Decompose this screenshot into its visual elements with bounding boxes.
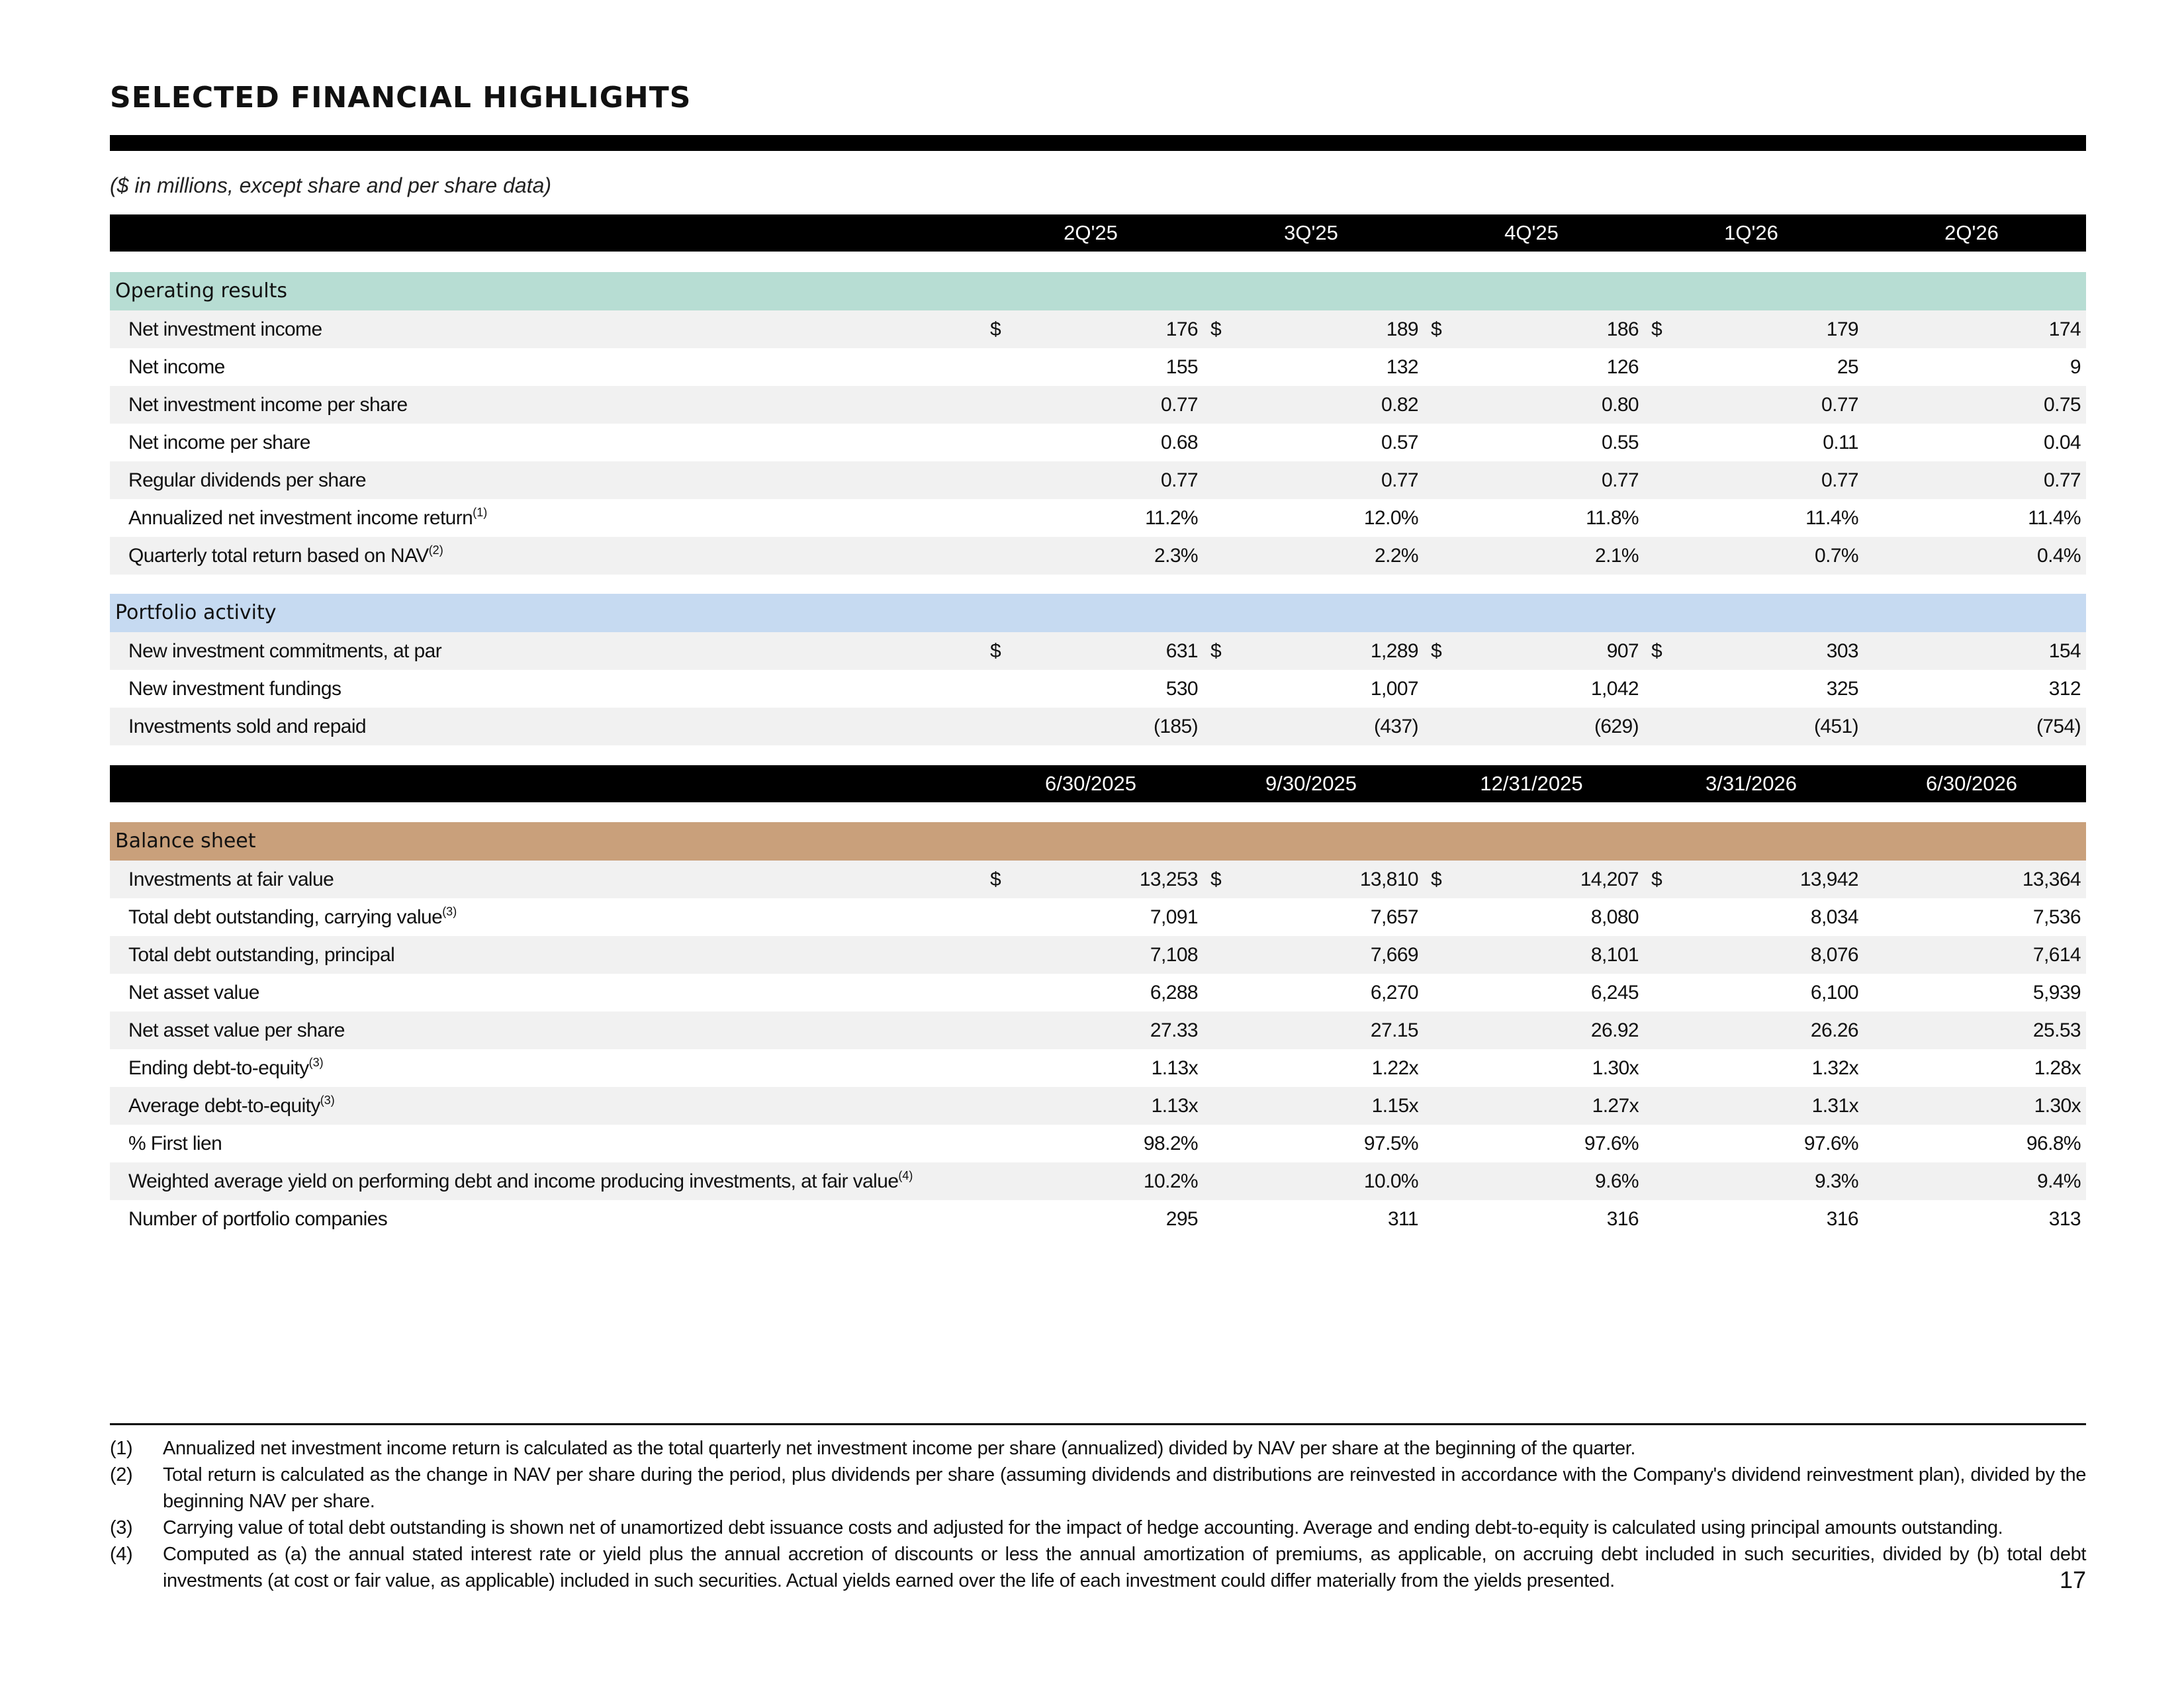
table-cell: 7,669 — [1370, 944, 1418, 966]
table-row — [110, 1162, 2086, 1200]
row-label-text: Total debt outstanding, principal — [128, 944, 395, 966]
footnote-ref: (3) — [308, 1056, 324, 1069]
table-cell: 2.3% — [1154, 545, 1198, 567]
page-title: SELECTED FINANCIAL HIGHLIGHTS — [110, 81, 692, 115]
footnote-rule — [110, 1423, 2086, 1425]
table-cell: 14,207 — [1580, 868, 1639, 890]
row-label-text: Net investment income — [128, 318, 322, 340]
table-cell: 312 — [2048, 678, 2081, 700]
table-cell: 179 — [1826, 318, 1858, 340]
table-cell: 8,034 — [1810, 906, 1858, 928]
date-column-header: 6/30/2025 — [1045, 772, 1136, 795]
table-cell: (629) — [1594, 716, 1639, 737]
footnote-text: Computed as (a) the annual stated interest rate or yield plus the annual accretion of discounts or less the annual amortization of premiums, as applicable, on accruing debt included in such securities, divided by (b) total debt investments (at cost or fair value, as applicable) included in such securities. Actual yields earned over the life of each investment could differ materially from the yields presented. — [163, 1544, 2086, 1591]
row-label-text: Investments sold and repaid — [128, 716, 367, 737]
table-cell: 25 — [1837, 356, 1858, 378]
table-cell: 631 — [1165, 640, 1198, 662]
table-cell: 8,076 — [1810, 944, 1858, 966]
table-cell: 155 — [1165, 356, 1198, 378]
table-cell: 9 — [2070, 356, 2081, 378]
currency-symbol: $ — [1210, 640, 1222, 662]
row-label-text: Quarterly total return based on NAV — [128, 545, 429, 567]
date-column-header: 3/31/2026 — [1706, 772, 1797, 795]
table-cell: 316 — [1826, 1208, 1858, 1230]
table-cell: 303 — [1826, 640, 1858, 662]
table-cell: 1.13x — [1151, 1095, 1198, 1117]
table-cell: 186 — [1606, 318, 1639, 340]
table-cell: 0.77 — [1602, 469, 1639, 491]
footnote-number: (2) — [110, 1464, 133, 1485]
table-cell: 1,042 — [1590, 678, 1639, 700]
row-label — [128, 499, 487, 537]
table-row — [110, 1087, 2086, 1125]
table-cell: 1,007 — [1370, 678, 1418, 700]
table-cell: 1.30x — [1592, 1057, 1639, 1079]
row-label-text: Net asset value — [128, 982, 259, 1004]
row-label-text: % First lien — [128, 1133, 222, 1154]
row-label — [128, 632, 441, 670]
table-cell: 98.2% — [1143, 1133, 1198, 1154]
table-cell: 6,288 — [1150, 982, 1198, 1004]
footnote — [110, 1435, 2086, 1462]
table-cell: 97.6% — [1584, 1133, 1639, 1154]
table-cell: 7,091 — [1150, 906, 1198, 928]
table-cell: 0.04 — [2044, 432, 2081, 453]
row-label-text: Weighted average yield on performing debt and income producing investments, at fair value — [128, 1170, 899, 1192]
table-cell: 11.2% — [1145, 507, 1198, 529]
table-cell: 176 — [1165, 318, 1198, 340]
row-label-text: New investment commitments, at par — [128, 640, 442, 662]
row-label — [128, 1200, 387, 1238]
row-label — [128, 1011, 345, 1049]
date-column-header: 9/30/2025 — [1265, 772, 1357, 795]
table-cell: 12.0% — [1363, 507, 1418, 529]
table-cell: 25.53 — [2032, 1019, 2081, 1041]
title-rule — [110, 135, 2086, 151]
table-row — [110, 461, 2086, 499]
table-cell: 0.57 — [1381, 432, 1418, 453]
table-cell: 97.6% — [1803, 1133, 1858, 1154]
row-label — [128, 861, 334, 898]
table-cell: 0.77 — [1821, 469, 1858, 491]
table-cell: 2.1% — [1595, 545, 1639, 567]
table-cell: 5,939 — [2032, 982, 2081, 1004]
row-label — [128, 461, 366, 499]
table-cell: 132 — [1386, 356, 1418, 378]
table-cell: 295 — [1165, 1208, 1198, 1230]
row-label — [128, 537, 443, 575]
table-cell: 2.2% — [1375, 545, 1418, 567]
table-cell: 10.0% — [1363, 1170, 1418, 1192]
table-row — [110, 424, 2086, 461]
table-cell: (754) — [2036, 716, 2081, 737]
table-cell: 6,270 — [1370, 982, 1418, 1004]
row-label-text: Net income — [128, 356, 225, 378]
footnote-text: Carrying value of total debt outstanding is shown net of unamortized debt issuance costs and adjusted for the impact of hedge accounting. Average and ending debt-to-equity is calculated using principal amounts outstanding. — [163, 1517, 2003, 1538]
row-label-text: Net asset value per share — [128, 1019, 345, 1041]
section-balance-label: Balance sheet — [110, 822, 2086, 861]
row-label-text: Total debt outstanding, carrying value — [128, 906, 443, 928]
currency-symbol: $ — [1651, 640, 1662, 662]
table-cell: 9.3% — [1815, 1170, 1858, 1192]
units-note: ($ in millions, except share and per share data) — [110, 173, 552, 197]
table-cell: 0.55 — [1602, 432, 1639, 453]
currency-symbol: $ — [990, 640, 1001, 662]
row-label-text: Annualized net investment income return — [128, 507, 473, 529]
footnote-ref: (3) — [442, 905, 457, 918]
table-cell: 530 — [1165, 678, 1198, 700]
table-row — [110, 1011, 2086, 1049]
table-cell: 311 — [1387, 1208, 1418, 1230]
table-cell: 6,100 — [1810, 982, 1858, 1004]
row-label — [128, 424, 310, 461]
footnote-text: Total return is calculated as the change in NAV per share during the period, plus dividends per share (assuming dividends and distributions are reinvested in accordance with the Company's dividend reinvestment plan), divided by the beginning NAV per share. — [163, 1464, 2086, 1512]
footnote — [110, 1462, 2086, 1515]
table-cell: 27.33 — [1150, 1019, 1198, 1041]
date-column-header: 12/31/2025 — [1480, 772, 1583, 795]
currency-symbol: $ — [1210, 318, 1222, 340]
currency-symbol: $ — [1431, 868, 1442, 890]
table-cell: 0.77 — [1161, 469, 1198, 491]
section-operating-label: Operating results — [110, 272, 2086, 310]
table-row — [110, 670, 2086, 708]
table-cell: 907 — [1606, 640, 1639, 662]
table-cell: (185) — [1153, 716, 1198, 737]
footnote-text: Annualized net investment income return is calculated as the total quarterly net investment income per share (annualized) divided by NAV per share at the beginning of the quarter. — [163, 1438, 1636, 1459]
table-cell: 1.31x — [1811, 1095, 1858, 1117]
row-label-text: Regular dividends per share — [128, 469, 367, 491]
table-cell: 13,942 — [1799, 868, 1858, 890]
table-cell: 1.27x — [1592, 1095, 1639, 1117]
currency-symbol: $ — [1651, 318, 1662, 340]
row-label — [128, 310, 322, 348]
table-row — [110, 537, 2086, 575]
section-portfolio-label: Portfolio activity — [110, 594, 2086, 632]
row-label — [128, 670, 341, 708]
table-cell: (451) — [1813, 716, 1858, 737]
currency-symbol: $ — [1431, 640, 1442, 662]
table-cell: 325 — [1826, 678, 1858, 700]
row-label-text: Number of portfolio companies — [128, 1208, 388, 1230]
table-row — [110, 936, 2086, 974]
table-cell: 1.13x — [1151, 1057, 1198, 1079]
row-label — [128, 1049, 324, 1087]
table-cell: 1,289 — [1370, 640, 1418, 662]
table-cell: 9.6% — [1595, 1170, 1639, 1192]
table-row — [110, 310, 2086, 348]
table-cell: 0.77 — [1161, 394, 1198, 416]
table-cell: 0.4% — [2037, 545, 2081, 567]
currency-symbol: $ — [1210, 868, 1222, 890]
row-label-text: Net investment income per share — [128, 394, 408, 416]
table-cell: 9.4% — [2037, 1170, 2081, 1192]
table-cell: 154 — [2048, 640, 2081, 662]
table-cell: 0.7% — [1815, 545, 1858, 567]
date-column-header: 6/30/2026 — [1926, 772, 2017, 795]
table-cell: 26.92 — [1590, 1019, 1639, 1041]
table-cell: 7,536 — [2032, 906, 2081, 928]
row-label-text: Average debt-to-equity — [128, 1095, 320, 1117]
footnote-number: (4) — [110, 1544, 133, 1565]
table-row — [110, 708, 2086, 745]
table-cell: 174 — [2048, 318, 2081, 340]
table-cell: 0.77 — [2044, 469, 2081, 491]
row-label — [128, 1162, 913, 1200]
table-cell: 13,253 — [1139, 868, 1198, 890]
footnote-ref: (1) — [473, 506, 488, 519]
currency-symbol: $ — [990, 868, 1001, 890]
row-label — [128, 348, 225, 386]
table-cell: 11.4% — [2028, 507, 2081, 529]
row-label — [128, 898, 457, 936]
table-cell: 0.77 — [1821, 394, 1858, 416]
quarter-column-header: 2Q'26 — [1944, 221, 1999, 244]
table-cell: 0.11 — [1823, 432, 1858, 453]
table-cell: 7,614 — [2032, 944, 2081, 966]
footnote-number: (1) — [110, 1438, 133, 1459]
table-cell: 7,108 — [1150, 944, 1198, 966]
footnote-number: (3) — [110, 1517, 133, 1538]
table-cell: 0.68 — [1161, 432, 1198, 453]
table-cell: 11.8% — [1586, 507, 1639, 529]
quarter-column-header: 2Q'25 — [1064, 221, 1118, 244]
table-row — [110, 386, 2086, 424]
currency-symbol: $ — [1651, 868, 1662, 890]
row-label — [128, 386, 408, 424]
row-label-text: Net income per share — [128, 432, 310, 453]
row-label — [128, 936, 394, 974]
table-row — [110, 1125, 2086, 1162]
footnote-ref: (2) — [428, 543, 443, 557]
table-cell: 0.77 — [1381, 469, 1418, 491]
table-cell: 6,245 — [1590, 982, 1639, 1004]
table-cell: 97.5% — [1363, 1133, 1418, 1154]
table-row — [110, 1049, 2086, 1087]
quarter-header-row — [110, 214, 2086, 252]
date-header-row — [110, 765, 2086, 802]
row-label-text: New investment fundings — [128, 678, 341, 700]
table-cell: 1.30x — [2034, 1095, 2081, 1117]
quarter-column-header: 4Q'25 — [1504, 221, 1559, 244]
table-row — [110, 499, 2086, 537]
table-cell: 1.15x — [1371, 1095, 1418, 1117]
table-cell: 1.32x — [1811, 1057, 1858, 1079]
table-cell: 8,101 — [1590, 944, 1639, 966]
table-cell: 189 — [1386, 318, 1418, 340]
row-label — [128, 1125, 222, 1162]
table-row — [110, 348, 2086, 386]
table-cell: 10.2% — [1143, 1170, 1198, 1192]
table-cell: 0.80 — [1602, 394, 1639, 416]
footnote — [110, 1541, 2086, 1594]
table-cell: 0.82 — [1381, 394, 1418, 416]
table-cell: 316 — [1606, 1208, 1639, 1230]
table-row — [110, 974, 2086, 1011]
quarter-column-header: 1Q'26 — [1724, 221, 1778, 244]
table-cell: 1.28x — [2034, 1057, 2081, 1079]
table-cell: 313 — [2048, 1208, 2081, 1230]
row-label — [128, 974, 259, 1011]
table-row — [110, 632, 2086, 670]
table-row — [110, 861, 2086, 898]
table-cell: 13,364 — [2022, 868, 2081, 890]
row-label-text: Investments at fair value — [128, 868, 334, 890]
table-cell: 26.26 — [1810, 1019, 1858, 1041]
table-cell: 27.15 — [1370, 1019, 1418, 1041]
row-label — [128, 1087, 335, 1125]
table-cell: 7,657 — [1370, 906, 1418, 928]
table-cell: 11.4% — [1805, 507, 1858, 529]
footnote-ref: (3) — [320, 1094, 335, 1107]
quarter-column-header: 3Q'25 — [1284, 221, 1338, 244]
table-cell: 126 — [1606, 356, 1639, 378]
currency-symbol: $ — [990, 318, 1001, 340]
row-label — [128, 708, 366, 745]
footnote-ref: (4) — [898, 1169, 913, 1182]
currency-symbol: $ — [1431, 318, 1442, 340]
table-cell: 13,810 — [1359, 868, 1418, 890]
table-cell: 1.22x — [1371, 1057, 1418, 1079]
table-row — [110, 1200, 2086, 1238]
table-cell: (437) — [1373, 716, 1418, 737]
page-number: 17 — [2059, 1566, 2086, 1593]
table-cell: 0.75 — [2044, 394, 2081, 416]
table-row — [110, 898, 2086, 936]
table-cell: 96.8% — [2026, 1133, 2081, 1154]
row-label-text: Ending debt-to-equity — [128, 1057, 309, 1079]
footnote — [110, 1515, 2086, 1541]
table-cell: 8,080 — [1590, 906, 1639, 928]
